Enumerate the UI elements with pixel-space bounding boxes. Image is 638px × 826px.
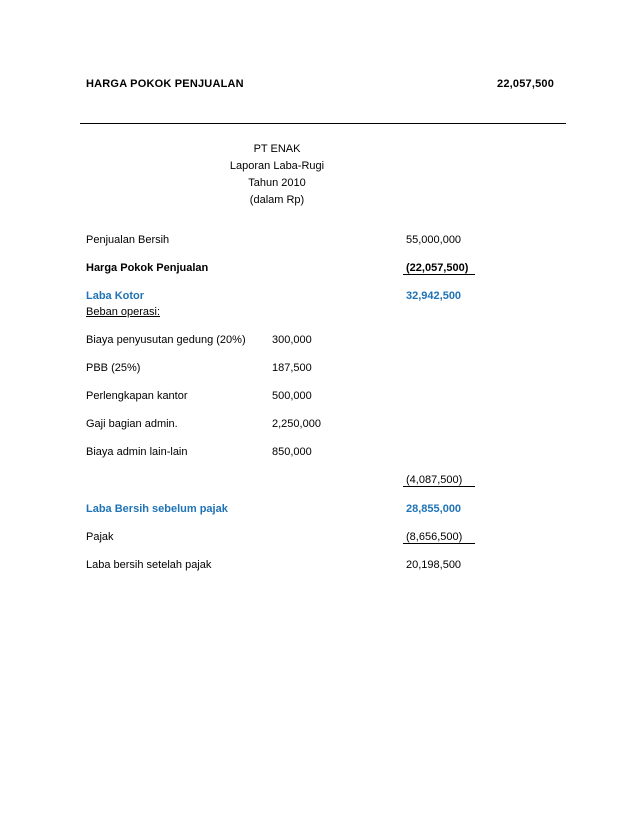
laba-setelah-pajak-label: Laba bersih setelah pajak — [86, 559, 212, 571]
beban-item-label: Biaya penyusutan gedung (20%) — [86, 334, 246, 346]
laba-setelah-pajak-value: 20,198,500 — [406, 559, 462, 571]
report-title-block — [170, 141, 384, 209]
beban-item-value: 500,000 — [272, 390, 312, 402]
hpp-heading-value: 22,057,500 — [497, 78, 555, 90]
laba-kotor-value: 32,942,500 — [406, 290, 462, 302]
penjualan-bersih-label: Penjualan Bersih — [86, 234, 170, 246]
report-unit: (dalam Rp) — [249, 194, 305, 206]
beban-item-label: PBB (25%) — [86, 362, 141, 374]
beban-operasi-label: Beban operasi: — [86, 306, 160, 318]
company-name: PT ENAK — [253, 143, 301, 155]
hpp-underline — [403, 274, 475, 275]
total-beban-value: (4,087,500) — [406, 474, 463, 486]
beban-item-label: Gaji bagian admin. — [86, 418, 178, 430]
beban-item-label: Perlengkapan kantor — [86, 390, 188, 402]
laba-kotor-label: Laba Kotor — [86, 290, 145, 302]
report-year: Tahun 2010 — [248, 177, 306, 189]
report-name: Laporan Laba-Rugi — [229, 160, 325, 172]
penjualan-bersih-value: 55,000,000 — [406, 234, 462, 246]
pajak-underline — [403, 543, 475, 544]
hpp-value: (22,057,500) — [406, 262, 469, 274]
beban-item-value: 2,250,000 — [272, 418, 321, 430]
pajak-value: (8,656,500) — [406, 531, 463, 543]
laba-sebelum-pajak-value: 28,855,000 — [406, 503, 462, 515]
hpp-heading: HARGA POKOK PENJUALAN — [86, 78, 244, 90]
beban-item-label: Biaya admin lain-lain — [86, 446, 188, 458]
beban-item-value: 850,000 — [272, 446, 312, 458]
hpp-label: Harga Pokok Penjualan — [86, 262, 209, 274]
laba-sebelum-pajak-label: Laba Bersih sebelum pajak — [86, 503, 228, 515]
total-beban-underline — [403, 486, 475, 487]
beban-item-value: 300,000 — [272, 334, 312, 346]
horizontal-rule — [80, 123, 566, 124]
beban-item-value: 187,500 — [272, 362, 312, 374]
pajak-label: Pajak — [86, 531, 114, 543]
